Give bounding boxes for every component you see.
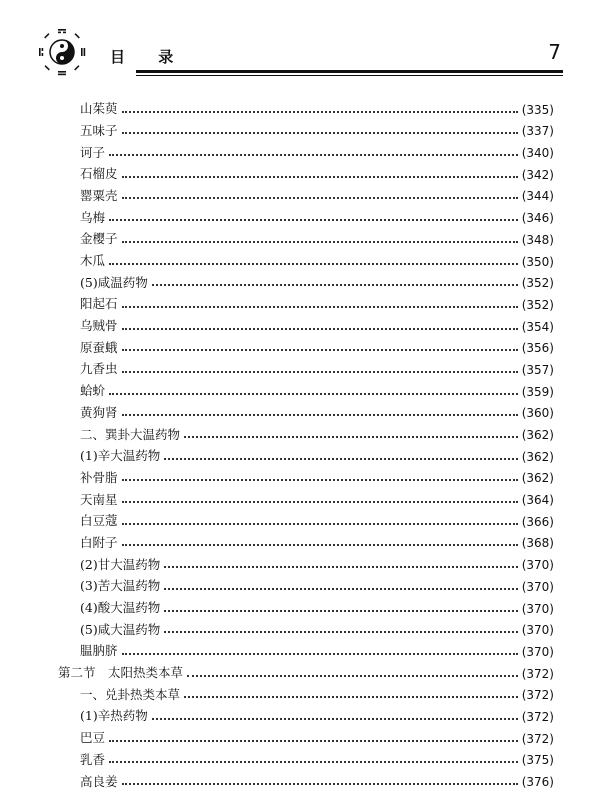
dot-leader	[122, 328, 518, 330]
toc-entry	[58, 159, 554, 181]
page-header	[38, 24, 563, 76]
toc-entry-label: 乌贼骨	[80, 318, 118, 334]
toc-entry	[58, 202, 554, 224]
toc-entry-label: 木瓜	[80, 253, 106, 268]
toc-entry	[58, 137, 554, 159]
toc-entry-page: (354)	[521, 319, 554, 334]
toc-entry-page: (360)	[521, 406, 554, 421]
toc-entry-page: (372)	[521, 731, 554, 746]
toc-entry-label: 白豆蔻	[80, 513, 118, 529]
table-of-contents	[58, 94, 554, 788]
dot-leader	[109, 263, 518, 265]
dot-leader	[187, 675, 518, 677]
toc-entry-page: (376)	[521, 775, 554, 789]
dot-leader	[122, 132, 518, 134]
page-title: 目 录	[110, 48, 188, 66]
dot-leader	[109, 154, 518, 156]
toc-entry	[58, 333, 554, 355]
page-number: 7	[548, 40, 561, 64]
toc-entry-page: (352)	[521, 297, 554, 312]
toc-entry-page: (370)	[521, 558, 554, 573]
toc-entry	[58, 224, 554, 246]
toc-entry-label: 金樱子	[80, 231, 118, 247]
toc-entry	[58, 484, 554, 506]
toc-entry-label: 补骨脂	[80, 469, 118, 485]
toc-entry-page: (348)	[521, 232, 554, 247]
toc-entry	[58, 419, 554, 441]
dot-leader	[152, 284, 518, 286]
toc-entry-label: 高良姜	[80, 773, 118, 789]
toc-entry	[58, 398, 554, 420]
dot-leader	[122, 176, 518, 178]
dot-leader	[122, 544, 518, 546]
toc-entry-label: 乳香	[80, 751, 106, 767]
dot-leader	[164, 610, 518, 612]
toc-entry-page: (372)	[521, 709, 554, 724]
dot-leader	[109, 761, 518, 763]
toc-entry-page: (340)	[521, 146, 554, 161]
toc-entry-page: (362)	[521, 449, 554, 464]
toc-entry	[58, 94, 554, 116]
toc-entry-label: 九香虫	[80, 361, 118, 377]
toc-entry-label: 二、巽卦大温药物	[80, 426, 181, 442]
dot-leader	[122, 783, 518, 785]
dot-leader	[164, 458, 518, 460]
toc-entry-label: 罂粟壳	[80, 187, 118, 203]
dot-leader	[152, 718, 518, 720]
toc-entry-label: 白附子	[80, 534, 118, 550]
toc-entry	[58, 701, 554, 723]
toc-entry-label: (4)酸大温药物	[80, 600, 161, 615]
toc-entry	[58, 441, 554, 463]
dot-leader	[122, 479, 518, 481]
toc-entry-page: (375)	[521, 753, 554, 768]
toc-entry	[58, 354, 554, 376]
toc-entry	[58, 463, 554, 485]
toc-entry	[58, 289, 554, 311]
dot-leader	[164, 631, 518, 633]
toc-entry-page: (370)	[521, 644, 554, 659]
dot-leader	[122, 371, 518, 373]
dot-leader	[184, 436, 518, 438]
toc-entry-page: (350)	[521, 254, 554, 269]
toc-entry	[58, 593, 554, 615]
toc-entry	[58, 745, 554, 767]
dot-leader	[122, 414, 518, 416]
toc-entry	[58, 376, 554, 398]
dot-leader	[122, 501, 518, 503]
toc-entry-label: 五味子	[80, 122, 118, 138]
toc-entry-page: (335)	[521, 102, 554, 117]
toc-entry-label: 原蚕蛾	[80, 339, 118, 355]
dot-leader	[122, 241, 518, 243]
toc-entry-label: (2)甘大温药物	[80, 556, 161, 572]
toc-entry-page: (362)	[521, 428, 554, 442]
toc-entry-label: 一、兑卦热类本草	[80, 686, 181, 702]
toc-entry	[58, 571, 554, 593]
toc-entry-label: 诃子	[80, 144, 106, 160]
dot-leader	[109, 393, 518, 395]
toc-entry-page: (359)	[521, 384, 554, 399]
toc-entry	[58, 528, 554, 550]
toc-entry-page: (372)	[521, 666, 554, 681]
toc-entry-label: 阳起石	[80, 296, 118, 312]
header-rule-thick	[136, 70, 563, 73]
dot-leader	[109, 740, 518, 742]
toc-entry	[58, 636, 554, 658]
dot-leader	[122, 523, 518, 525]
toc-entry	[58, 723, 554, 745]
dot-leader	[122, 653, 518, 655]
header-rule-thin	[136, 75, 563, 76]
dot-leader	[109, 219, 518, 221]
toc-entry	[58, 181, 554, 203]
toc-entry-page: (344)	[521, 189, 554, 204]
toc-entry	[58, 615, 554, 637]
toc-entry-page: (366)	[521, 514, 554, 529]
toc-entry-page: (342)	[521, 167, 554, 182]
toc-entry-page: (357)	[521, 362, 554, 377]
toc-entry	[58, 311, 554, 333]
toc-entry-page: (370)	[521, 579, 554, 594]
toc-entry-label: 第二节 太阳热类本草	[58, 665, 184, 681]
dot-leader	[122, 306, 518, 308]
dot-leader	[122, 111, 518, 113]
toc-entry-page: (368)	[521, 536, 554, 551]
toc-entry-label: (1)辛大温药物	[80, 448, 161, 464]
toc-entry-page: (370)	[521, 623, 554, 638]
toc-entry	[58, 246, 554, 268]
toc-entry-page: (372)	[521, 688, 554, 703]
toc-entry	[58, 658, 554, 680]
toc-entry-page: (346)	[521, 211, 554, 226]
toc-entry	[58, 766, 554, 788]
toc-entry	[58, 268, 554, 290]
toc-entry	[58, 116, 554, 138]
toc-entry-page: (364)	[521, 493, 554, 508]
toc-entry-label: (5)咸温药物	[80, 274, 148, 290]
toc-entry	[58, 506, 554, 528]
dot-leader	[122, 349, 518, 351]
toc-entry-label: 黄狗肾	[80, 404, 118, 420]
toc-entry	[58, 680, 554, 702]
toc-entry-page: (337)	[521, 124, 554, 139]
yin-yang-bagua-icon	[38, 28, 86, 76]
toc-entry-page: (352)	[521, 276, 554, 291]
toc-entry-label: 巴豆	[80, 730, 106, 746]
toc-entry-label: 石榴皮	[80, 166, 118, 182]
dot-leader	[164, 566, 518, 568]
toc-entry-page: (370)	[521, 601, 554, 616]
toc-entry-page: (362)	[521, 471, 554, 486]
toc-entry-label: 腽肭脐	[80, 643, 118, 659]
toc-entry-label: (1)辛热药物	[80, 708, 148, 724]
toc-entry-page: (356)	[521, 341, 554, 356]
dot-leader	[122, 197, 518, 199]
dot-leader	[164, 588, 518, 590]
dot-leader	[184, 696, 518, 698]
toc-entry-label: (3)苦大温药物	[80, 578, 161, 594]
toc-entry-label: 蛤蚧	[80, 383, 106, 399]
toc-entry-label: 天南星	[80, 491, 118, 507]
toc-entry-label: 山茱萸	[80, 101, 118, 117]
toc-entry-label: (5)咸大温药物	[80, 621, 161, 637]
toc-entry	[58, 549, 554, 571]
toc-entry-label: 乌梅	[80, 209, 106, 225]
